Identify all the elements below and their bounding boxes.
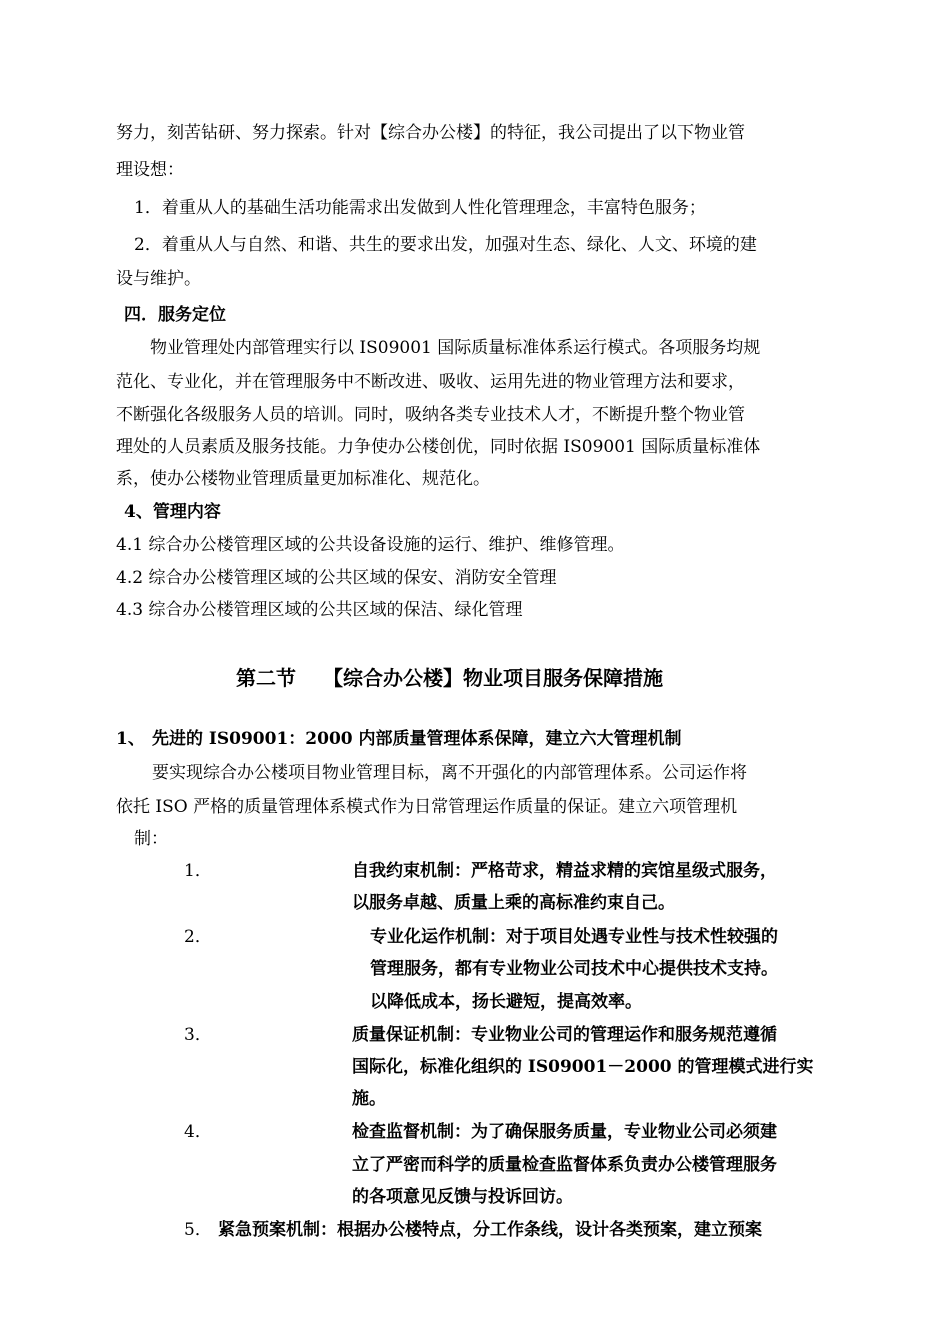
section-title-prefix: 第二节	[236, 666, 296, 690]
mechanism-3-line-1: 质量保证机制：专业物业公司的管理运作和服务规范遵循	[352, 1025, 777, 1045]
service-positioning-line-1: 物业管理处内部管理实行以 IS09001 国际质量标准体系运行模式。各项服务均规	[150, 338, 761, 358]
intro-line-1: 努力，刻苦钻研、努力探索。针对【综合办公楼】的特征，我公司提出了以下物业管	[116, 123, 745, 143]
mechanism-4-line-1: 检查监督机制：为了确保服务质量，专业物业公司必须建	[352, 1122, 777, 1142]
service-positioning-line-3: 不断强化各级服务人员的培训。同时，吸纳各类专业技术人才，不断提升整个物业管	[116, 405, 745, 425]
mechanism-5-number: 5．	[184, 1220, 212, 1240]
intro-line-2: 理设想：	[116, 160, 184, 180]
section-heading-number: 1、	[116, 729, 145, 749]
mechanism-4-line-2: 立了严密而科学的质量检查监督体系负责办公楼管理服务	[352, 1155, 777, 1175]
service-positioning-line-4: 理处的人员素质及服务技能。力争使办公楼创优，同时依据 IS09001 国际质量标准体	[116, 437, 761, 457]
management-content-heading: 4、管理内容	[124, 502, 221, 522]
mechanism-3-number: 3．	[184, 1025, 212, 1045]
intro-item-2-line-2: 设与维护。	[116, 269, 201, 289]
mechanism-2-line-2: 管理服务，都有专业物业公司技术中心提供技术支持。	[370, 959, 778, 979]
service-positioning-line-5: 系，使办公楼物业管理质量更加标准化、规范化。	[116, 469, 490, 489]
mechanism-1-line-2: 以服务卓越、质量上乘的高标准约束自己。	[352, 893, 675, 913]
mechanism-5-line-1: 紧急预案机制：根据办公楼特点，分工作条线，设计各类预案，建立预案	[218, 1220, 762, 1240]
intro-item-2-line-1: 2．着重从人与自然、和谐、共生的要求出发，加强对生态、绿化、人文、环境的建	[134, 235, 757, 255]
service-positioning-line-2: 范化、专业化，并在管理服务中不断改进、吸收、运用先进的物业管理方法和要求，	[116, 372, 745, 392]
service-positioning-heading: 四．服务定位	[124, 305, 226, 325]
mechanism-2-number: 2．	[184, 927, 212, 947]
mechanism-2-line-3: 以降低成本，扬长避短，提高效率。	[370, 992, 642, 1012]
mechanism-3-line-3: 施。	[352, 1089, 386, 1109]
mechanism-2-line-1: 专业化运作机制：对于项目处遇专业性与技术性较强的	[370, 927, 778, 947]
section-paragraph-line-3: 制：	[134, 829, 168, 849]
mechanism-4-line-3: 的各项意见反馈与投诉回访。	[352, 1187, 573, 1207]
management-content-item-2: 4.2 综合办公楼管理区域的公共区域的保安、消防安全管理	[116, 568, 557, 588]
mechanism-1-line-1: 自我约束机制：严格苛求，精益求精的宾馆星级式服务，	[352, 861, 777, 881]
mechanism-1-number: 1．	[184, 861, 212, 881]
section-paragraph-line-1: 要实现综合办公楼项目物业管理目标，离不开强化的内部管理体系。公司运作将	[152, 763, 747, 783]
mechanism-3-line-2: 国际化，标准化组织的 IS09001－2000 的管理模式进行实	[352, 1057, 814, 1077]
section-heading-text: 先进的 IS09001：2000 内部质量管理体系保障，建立六大管理机制	[152, 729, 682, 749]
management-content-item-1: 4.1 综合办公楼管理区域的公共设备设施的运行、维护、维修管理。	[116, 535, 625, 555]
management-content-item-3: 4.3 综合办公楼管理区域的公共区域的保洁、绿化管理	[116, 600, 523, 620]
section-paragraph-line-2: 依托 ISO 严格的质量管理体系模式作为日常管理运作质量的保证。建立六项管理机	[116, 797, 738, 817]
mechanism-4-number: 4．	[184, 1122, 212, 1142]
section-title: 【综合办公楼】物业项目服务保障措施	[323, 666, 663, 690]
intro-item-1: 1．着重从人的基础生活功能需求出发做到人性化管理理念，丰富特色服务；	[134, 198, 706, 218]
